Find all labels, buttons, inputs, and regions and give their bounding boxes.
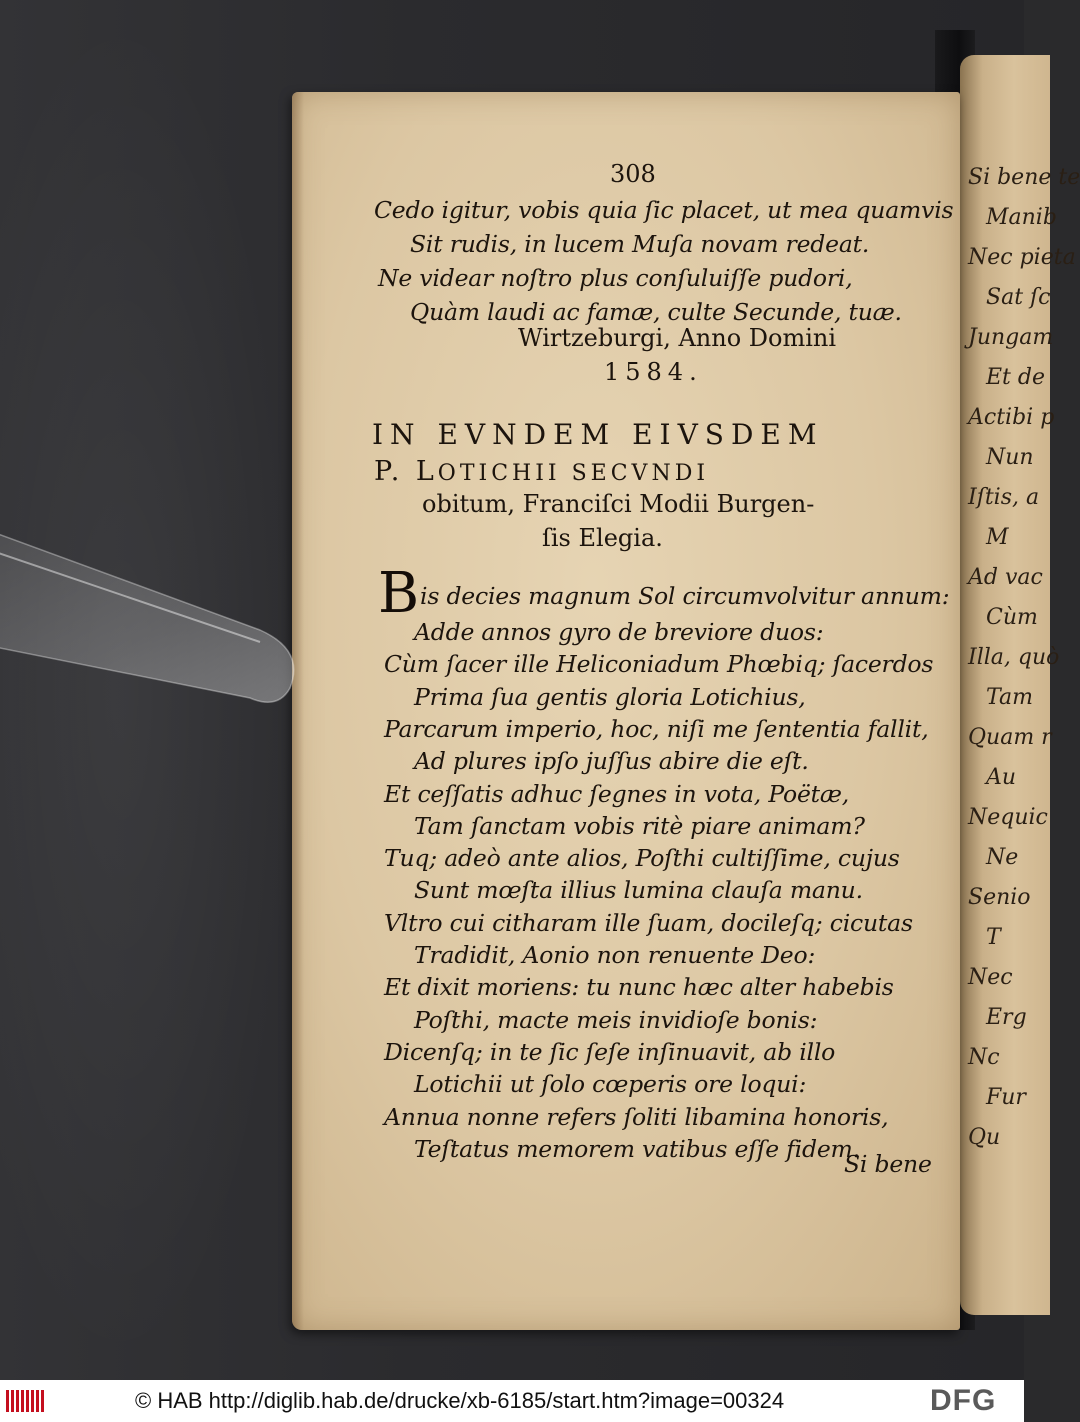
red-barcode-logo-icon: [6, 1390, 44, 1412]
elegy-line: Teſtatus memorem vatibus eſſe fidem.: [414, 1134, 860, 1163]
facing-page-fragment: Si bene te: [968, 165, 1080, 190]
book-page: [292, 92, 960, 1330]
facing-page-fragment: Cùm: [986, 605, 1038, 630]
year: 1584.: [604, 358, 703, 386]
elegy-line: Dicenſq; in te ſic ſeſe inſinuavit, ab illo: [384, 1037, 836, 1066]
facing-page-fragment: Illa, quò: [968, 645, 1060, 670]
facing-page-fragment: Nec: [968, 965, 1013, 990]
page-number: 308: [610, 160, 656, 188]
heading-prefix: P. L: [374, 456, 438, 487]
facing-page-fragment: Et de: [986, 365, 1045, 390]
elegy-line: Lotichii ut ſolo cœperis ore loqui:: [414, 1070, 807, 1099]
elegy-line: Vltro cui citharam ille ſuam, docileſq; cicutas: [384, 908, 913, 937]
elegy-line: Et ceſſatis adhuc ſegnes in vota, Poëtæ,: [384, 779, 850, 808]
facing-page-fragment: Ad vac: [968, 565, 1043, 590]
catchword: Si bene: [844, 1150, 932, 1178]
heading-line-4: ſis Elegia.: [542, 524, 663, 552]
opening-line-1: Cedo igitur, vobis quia ſic placet, ut mea quamvis: [374, 196, 954, 224]
opening-line-3: Ne videar noſtro plus conſuluiſſe pudori,: [378, 264, 853, 292]
opening-line-4: Quàm laudi ac famæ, culte Secunde, tuæ.: [410, 298, 902, 326]
heading-line-2: [374, 456, 709, 487]
elegy-line: Poſthi, macte meis invidioſe bonis:: [414, 1005, 818, 1034]
elegy-line: Parcarum imperio, hoc, niſi me ſententia fallit,: [384, 714, 929, 743]
page-text: [292, 92, 960, 1330]
elegy-line: Sunt mœſta illius lumina clauſa manu.: [414, 876, 863, 905]
facing-page-fragment: Iſtis, a: [968, 485, 1040, 510]
facing-page: [960, 55, 1080, 1315]
elegy-line: Cùm ſacer ille Heliconiadum Phœbiq; ſacerdos: [384, 650, 934, 679]
facing-page-fragment: M: [986, 525, 1009, 550]
opening-line-2: Sit rudis, in lucem Muſa novam redeat.: [410, 230, 870, 258]
cloth-background: [0, 0, 300, 1380]
facing-page-fragment: Actibi p: [968, 405, 1055, 430]
facing-page-fragment: Quam r: [968, 725, 1052, 750]
elegy-line: Adde annos gyro de breviore duos:: [414, 618, 824, 646]
elegy-line: Ad plures ipſo juſſus abire die eſt.: [414, 747, 809, 776]
facing-page-fragment: Nun: [986, 445, 1034, 470]
dfg-logo: DFG: [930, 1384, 997, 1417]
elegy-line: Tradidit, Aonio non renuente Deo:: [414, 941, 816, 969]
heading-line-3: obitum, Franciſci Modii Burgen-: [422, 490, 815, 518]
page-edge-shadow: [292, 92, 304, 1330]
facing-page-fragment: Jungam: [968, 325, 1054, 350]
facing-page-fragment: Erg: [986, 1005, 1027, 1030]
elegy-line-1: is decies magnum Sol circumvolvitur annum:: [420, 582, 950, 610]
elegy-line: Annua nonne refers ſoliti libamina honoris,: [384, 1102, 889, 1131]
facing-page-fragment: Nec pieta: [968, 245, 1076, 270]
drop-cap: B: [378, 561, 420, 626]
attribution-footer: [0, 1380, 1024, 1422]
elegy-line: Prima ſua gentis gloria Lotichius,: [414, 682, 806, 711]
facing-page-fragment: Qu: [968, 1125, 1001, 1150]
facing-page-fragment: Au: [986, 765, 1017, 790]
facing-page-fragment: T: [986, 925, 1001, 950]
elegy-line: Et dixit moriens: tu nunc hæc alter habebis: [384, 973, 894, 1002]
citation-link[interactable]: © HAB http://diglib.hab.de/drucke/xb-6185/start.htm?image=00324: [135, 1388, 785, 1413]
facing-page-fragment: Senio: [968, 885, 1031, 910]
facing-page-fragment: Sat ſc: [986, 285, 1051, 310]
facing-page-fragment: Nequic: [968, 805, 1048, 830]
elegy-line: Tuq; adeò ante alios, Poſthi cultiſſime, cujus: [384, 844, 900, 873]
elegy-line: Tam ſanctam vobis ritè piare animam?: [414, 811, 865, 840]
heading-line-1: IN EVNDEM EIVSDEM: [372, 418, 824, 451]
facing-page-fragment: Tam: [986, 685, 1033, 710]
heading-small-caps: OTICHII SECVNDI: [437, 461, 710, 486]
facing-page-fragment: Ne: [986, 845, 1019, 870]
facing-page-fragment: Nc: [968, 1045, 1000, 1070]
dateline: Wirtzeburgi, Anno Domini: [518, 324, 837, 352]
facing-page-fragment: Fur: [986, 1085, 1026, 1110]
facing-page-fragment: Manib: [986, 205, 1057, 230]
